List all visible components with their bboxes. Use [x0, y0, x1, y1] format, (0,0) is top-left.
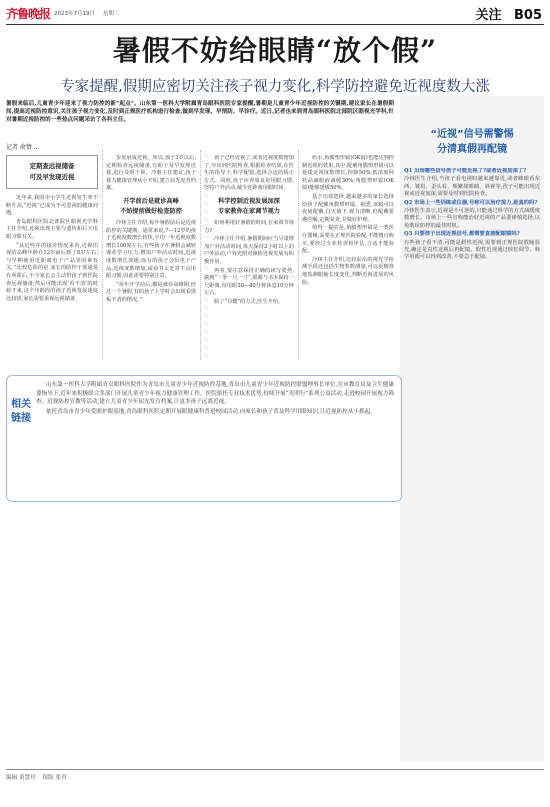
column-3-paragraph: 孩子已经近视了,或者近视度数增加了,应该到医院检查,根据检查结果,在医生的指导下,科学配镜,选择合适的矫正方式。同时,孩子应养成良好用眼习惯,坚持户外活动,减少近距离用眼时间。	[204, 155, 294, 192]
column-2-subtitle-2: 不妨提前做好检查防控	[120, 207, 182, 215]
column-3-subtitle-2: 专家教你在家调节视力	[218, 207, 280, 215]
masthead-rule	[6, 24, 544, 25]
sidebar-question: Q1 出现哪些信号孩子可能近视了?或者近视加深了?	[404, 168, 527, 174]
column-4-paragraph: 基于功效选择,越来越多的家长选择给孩子配戴角膜塑形镜。据悉,该镜可以夜间配戴,白天摘下,视力清晰,但配戴要遵医嘱,定期复查,并做好护理。	[302, 193, 394, 223]
newspaper-logo: 齐鲁晚报	[6, 7, 51, 21]
column-divider	[298, 150, 299, 360]
designer-credit: 组版 张青	[42, 775, 67, 781]
page-number: B05	[514, 8, 542, 23]
column-3-paragraph: 如何利用好暑假的时间,在家调节视力?	[204, 219, 294, 234]
sidebar-title-line-1: “近视”信号需警惕	[430, 129, 514, 140]
column-2-paragraph: “每年开学前后,都是就诊高峰期,经过一个暑假,有的孩子上学时会出现看黑板不清的情况。”	[106, 281, 196, 303]
lead-paragraph: 暑假来临后,儿童青少年迎来了视力防控的新“起点”。山东第一医科大学附属青岛眼科医院专家提醒,暑期是儿童青少年近视防控的关键期,建议家长在暑假期间,提高近视防控意识,关注孩子视力变化,及时到正规医疗机构进行检查,做到早发现、早预防、早诊疗。近日,记者也来到青岛眼科医院北部院区眼视光学科,针对暑期近视防控的一些热点问题采访了各科主任。	[6, 101, 394, 124]
column-2-subtitle-1: 开学前后是就诊高峰	[123, 197, 179, 205]
column-1-paragraph: 青岛眼科医院北部院区眼视光学科主任介绍,近视出现主要与遗传和后天用眼习惯有关。	[6, 218, 98, 240]
column-1-subtitle-1: 定期查远视储备	[29, 162, 75, 170]
column-3-subtitle-1: 科学控制近视发展加深	[218, 197, 280, 205]
column-divider	[200, 150, 201, 360]
byline: 记者 俞赞 ...	[6, 144, 40, 151]
sidebar-question: Q2 市场上一些训练或仪器,号称可以治疗视力,是真的吗?	[404, 199, 538, 206]
related-label-line-2: 链接	[11, 413, 31, 424]
column-1-subtitle-2: 可及早发现近视	[29, 173, 75, 181]
issue-meta	[54, 9, 125, 17]
section-name: 关注	[475, 8, 502, 23]
sidebar-qa	[404, 168, 540, 758]
column-4-paragraph: 冷林主任介绍,比较前沿的视光学检测手段还包括生物参数测量,可以更精准地监测眼轴长度变化,判断近视进展的风险。	[302, 256, 394, 286]
column-2-paragraph: 冷林主任介绍,每年暑假前后是近视防控的关键期。通常来说,7—12岁的孩子近视度数增长较快,平均一年近视度数增长100度左右,有些孩子在暑假会减轻课业学习压力,增加户外活动时间,近视度数增长放缓;而有的孩子会玩电子产品,近视度数增加,或看书太近等不良用眼习惯,因此需要特别注意。	[106, 219, 196, 280]
related-label-line-1: 相关	[11, 399, 31, 410]
sidebar-question: Q3 只要孩子出现近视信号,都需要直接配眼镜吗?	[404, 231, 520, 238]
article-column-4	[302, 155, 394, 355]
sidebar-answer: 有些孩子看不清,可能是假性近视,需要到正规医院散瞳验光,确定是真性近视后再配镜。假性近视通过放松调节、科学用眼可以得到改善,不要急于配镜。	[404, 239, 540, 261]
column-divider	[102, 150, 103, 360]
page-section-header	[475, 4, 542, 23]
column-1-paragraph: 近年来,我国中小学生近视发生率不断升高,“近视”已成为不可忽视的健康问题。	[6, 195, 98, 217]
column-2-subtitle	[106, 197, 196, 217]
sidebar-title-line-2: 分清真假再配镜	[437, 144, 507, 155]
column-3-subtitle	[204, 197, 294, 217]
column-3-paragraph: 再者,要注意保持正确的读写姿势,做到“一拳一尺一寸”,眼睛与书本保持一尺距离,每用眼30—40分钟休息10分钟左右。	[204, 267, 294, 297]
article-column-3	[204, 155, 294, 355]
related-paragraph: 山东第一医科大学附属青岛眼科医院作为青岛市儿童青少年近视防控基地,青岛市儿童青少年近视防控联盟理事长单位,在市教育局及卫生健康委指导下,近年来积极联合多部门开展儿童青少年视力健康管理工作。医院依托专业技术优势,持续开展“光明行”系列公益活动,走进校园开展视力筛查、近视防控宣教等活动,建立儿童青少年屈光发育档案,让更多孩子远离近视。	[36, 382, 394, 406]
column-4-paragraph: 药水,角膜塑形镜(OK镜)也能达到控制近视的效果,其中,配戴角膜塑形镜可以延缓近视度数增长,控制50%;低浓度阿托品滴眼液减缓30%;角膜塑形镜(OK镜)能够延缓50%。	[302, 155, 394, 192]
article-column-2	[106, 155, 196, 355]
related-paragraph: 依托青岛市青少年爱眼护眼基地,青岛眼科医院定期开展眼健康科普进校园活动,向家长和孩子普及科学用眼知识,让近视防控从小抓起。	[46, 408, 376, 415]
headline: 暑假不妨给眼睛“放个假”	[112, 34, 438, 67]
related-link-text	[36, 381, 394, 417]
sidebar-answer: 冷林医生介绍,当孩子看电视时越来越靠近,或者眯眼看东西、皱眉、歪头看、频繁揉眼睛、斜视等,孩子可能出现近视或近视加深,需要及时到医院检查。	[404, 176, 540, 198]
footer-rule	[6, 769, 544, 770]
column-3-paragraph: 除了“目健”的方式,医生介绍。	[214, 298, 284, 305]
editor-credit: 编辑 黄慧玲	[6, 775, 36, 781]
column-2-paragraph: 步发展成近视。所以,孩子3岁以后,定期检查远视储备,有助于及早发现近视,进行及时干预。冷眼主任建议,孩子视力健康管理从小开始,建立屈光发育档案。	[106, 155, 196, 192]
sidebar-answer: 冷林医生表示,近视是不可逆的,只能通过科学的方式减缓度数增长。市场上一些宣称能治好近视的产品要谨慎选择,以免耽误防控的最佳时机。	[404, 208, 540, 229]
column-1-subtitle-box	[6, 155, 98, 189]
column-1-paragraph: “从近些年的接诊情况来看,近视出现的高峰年龄在12岁前后到了8岁左右,与早期使用近距离电子产品等因素有关。”比较危险的是,家长的防控干预通常有所滞后,不少家长会主动带孩子到医院查远视储备,然后可能出现‘看不清’的时候才来,这个年龄段的孩子近视发展速度比较快,家长需要重视远视储备。	[6, 242, 98, 302]
issue-weekday: 星期三	[102, 11, 120, 17]
subheadline: 专家提醒,假期应密切关注孩子视力变化,科学防控避免近视度数大涨	[60, 79, 490, 95]
issue-date: 2023年7月19日	[54, 11, 95, 17]
sidebar-title	[400, 127, 544, 157]
footer-credits	[6, 773, 72, 781]
column-4-paragraph: 值得一提的是,角膜塑形镜是一类医疗器械,需要在正规医院验配,不能擅自购买,要经过专业检查和评估,合适才能验配。	[302, 225, 394, 255]
related-link-label	[10, 398, 32, 426]
article-column-1	[6, 155, 98, 355]
column-3-paragraph: 冷林主任介绍,暑假期间应当尽量增加户外活动时间,每天保持2小时以上的户外活动,户外光照对预防近视发展有积极作用。	[204, 236, 294, 265]
